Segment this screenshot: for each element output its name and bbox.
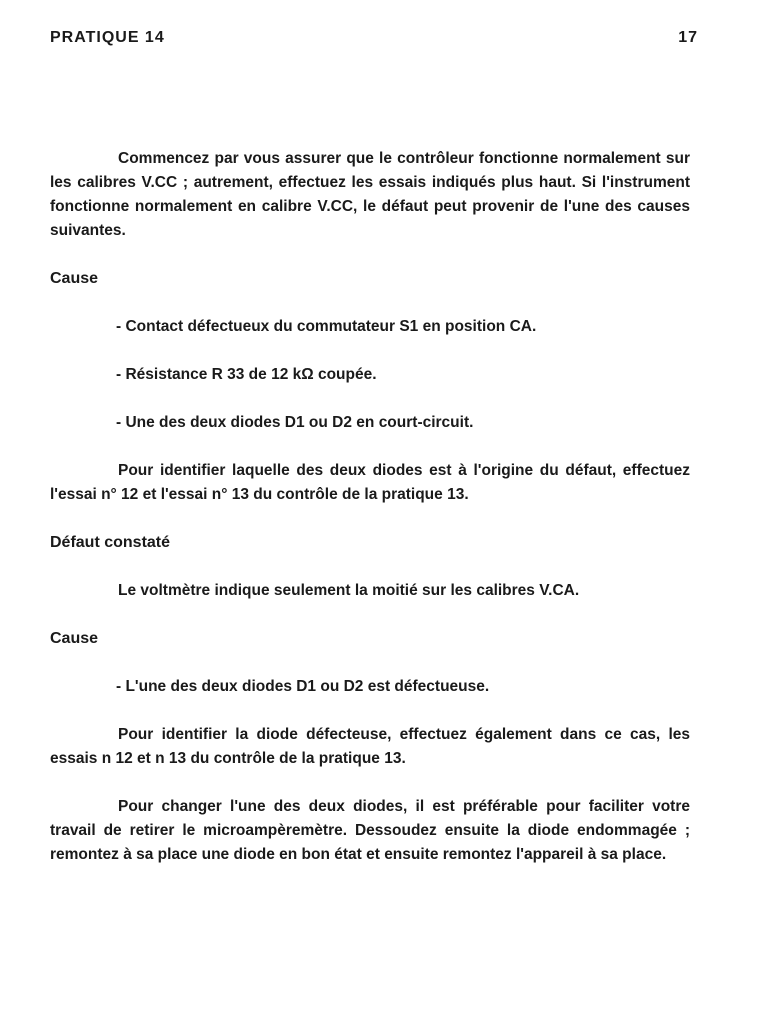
page-body bbox=[50, 147, 690, 891]
cause-item-diode-defective: - L'une des deux diodes D1 ou D2 est défectueuse. bbox=[116, 678, 490, 695]
intro-paragraph: Commencez par vous assurer que le contrôleur fonctionne normalement sur les calibres V.CC ; autrement, effectuez les essais indiqués plus haut. Si l'instrument fonctionne normalement en calibre V.CC, le défaut peut provenir de l'une des causes suivantes. bbox=[50, 150, 690, 239]
identify-paragraph: Pour identifier laquelle des deux diodes est à l'origine du défaut, effectuez l'essai n° 12 et l'essai n° 13 du contrôle de la pratique 13. bbox=[50, 462, 690, 503]
chapter-title: PRATIQUE 14 bbox=[50, 29, 165, 46]
cause-item-diodes-short: - Une des deux diodes D1 ou D2 en court-circuit. bbox=[116, 414, 474, 431]
identify-defective-paragraph: Pour identifier la diode défecteuse, effectuez également dans ce cas, les essais n 12 et n 13 du contrôle de la pratique 13. bbox=[50, 726, 690, 767]
cause-item-contact: - Contact défectueux du commutateur S1 en position CA. bbox=[116, 318, 537, 335]
voltmeter-paragraph: Le voltmètre indique seulement la moitié sur les calibres V.CA. bbox=[118, 582, 580, 599]
cause-heading: Cause bbox=[50, 270, 99, 287]
defaut-constate-heading: Défaut constaté bbox=[50, 534, 171, 551]
page-number: 17 bbox=[678, 29, 698, 46]
change-diode-paragraph: Pour changer l'une des deux diodes, il est préférable pour faciliter votre travail de retirer le microampèremètre. Dessoudez ensuite la diode endommagée ; remontez à sa place une diode en bon état et ensuite remontez l'appareil à sa place. bbox=[50, 798, 690, 863]
cause-heading-2: Cause bbox=[50, 630, 99, 647]
cause-item-resistance: - Résistance R 33 de 12 kΩ coupée. bbox=[116, 366, 377, 383]
